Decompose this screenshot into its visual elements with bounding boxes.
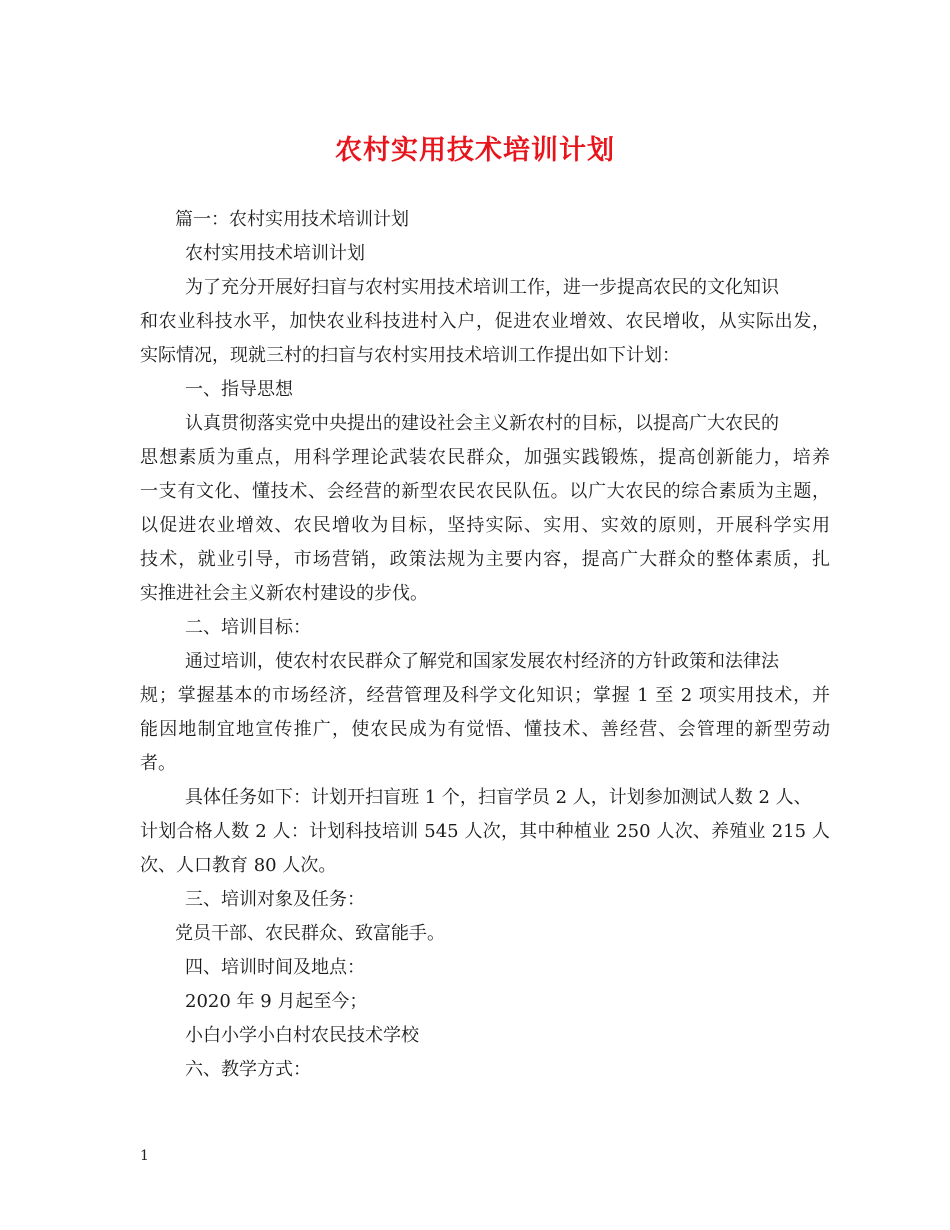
text-line: 思想素质为重点，用科学理论武装农民群众，加强实践锻炼，提高创新能力，培养 <box>140 447 830 468</box>
section-heading: 四、培训时间及地点： <box>185 957 365 978</box>
page-number: 1 <box>140 1148 149 1164</box>
text-line: 具体任务如下：计划开扫盲班 1 个，扫盲学员 2 人，计划参加测试人数 2 人、 <box>185 787 812 808</box>
text-line: 2020 年 9 月起至今； <box>185 991 368 1012</box>
document-title: 农村实用技术培训计划 <box>335 135 615 166</box>
text-line: 小白小学小白村农民技术学校 <box>185 1025 419 1046</box>
text-line: 农村实用技术培训计划 <box>185 243 365 264</box>
section-heading: 二、培训目标： <box>185 617 311 638</box>
section-heading: 一、指导思想 <box>185 379 293 400</box>
text-line: 篇一：农村实用技术培训计划 <box>175 209 409 230</box>
text-line: 为了充分开展好扫盲与农村实用技术培训工作，进一步提高农民的文化知识 <box>185 277 779 298</box>
text-line: 次、人口教育 80 人次。 <box>140 855 337 876</box>
section-heading: 六、教学方式： <box>185 1059 311 1080</box>
text-line: 计划合格人数 2 人：计划科技培训 545 人次，其中种植业 250 人次、养殖业 215 人 <box>140 821 830 842</box>
text-line: 能因地制宜地宣传推广，使农民成为有觉悟、懂技术、善经营、会管理的新型劳动 <box>140 719 830 740</box>
text-line: 和农业科技水平，加快农业科技进村入户，促进农业增效、农民增收，从实际出发， <box>140 311 830 332</box>
text-line: 党员干部、农民群众、致富能手。 <box>175 923 445 944</box>
text-line: 者。 <box>140 753 176 774</box>
text-line: 实推进社会主义新农村建设的步伐。 <box>140 583 428 604</box>
text-line: 认真贯彻落实党中央提出的建设社会主义新农村的目标，以提高广大农民的 <box>185 413 779 434</box>
text-line: 规；掌握基本的市场经济，经营管理及科学文化知识；掌握 1 至 2 项实用技术，并 <box>140 685 830 706</box>
text-line: 以促进农业增效、农民增收为目标，坚持实际、实用、实效的原则，开展科学实用 <box>140 515 830 536</box>
text-line: 实际情况，现就三村的扫盲与农村实用技术培训工作提出如下计划： <box>140 345 680 366</box>
section-heading: 三、培训对象及任务： <box>185 889 365 910</box>
text-line: 一支有文化、懂技术、会经营的新型农民农民队伍。以广大农民的综合素质为主题， <box>140 481 830 502</box>
text-line: 技术，就业引导，市场营销，政策法规为主要内容，提高广大群众的整体素质，扎 <box>140 549 830 570</box>
text-line: 通过培训，使农村农民群众了解党和国家发展农村经济的方针政策和法律法 <box>185 651 779 672</box>
